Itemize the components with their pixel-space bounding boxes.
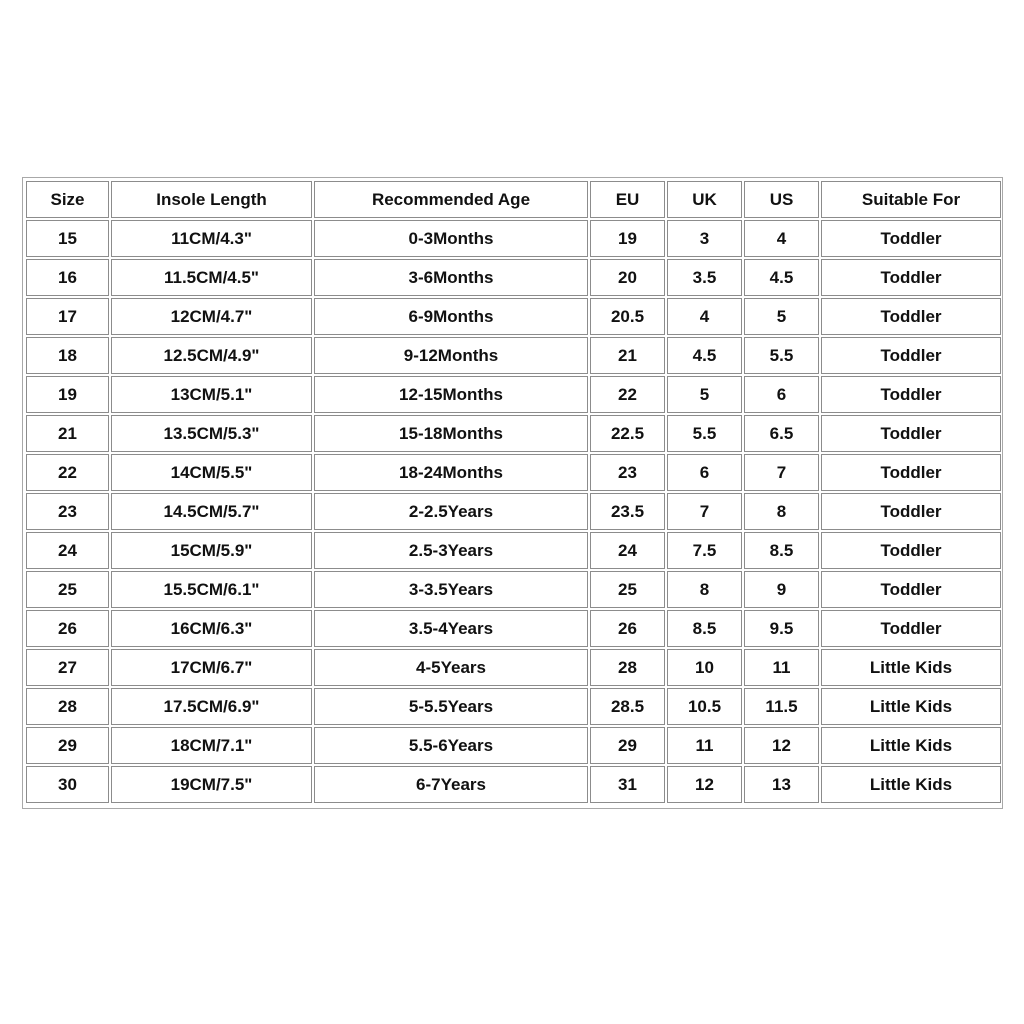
cell-recommended-age: 15-18Months: [314, 415, 588, 452]
table-row: [26, 727, 1001, 764]
cell-suitable-for: Toddler: [821, 415, 1001, 452]
cell-suitable-for: Toddler: [821, 298, 1001, 335]
cell-recommended-age: 2-2.5Years: [314, 493, 588, 530]
cell-insole-length: 18CM/7.1": [111, 727, 312, 764]
cell-us: 11.5: [744, 688, 819, 725]
cell-suitable-for: Toddler: [821, 220, 1001, 257]
cell-uk: 4: [667, 298, 742, 335]
cell-us: 6: [744, 376, 819, 413]
table-row: [26, 376, 1001, 413]
cell-size: 16: [26, 259, 109, 296]
cell-us: 4: [744, 220, 819, 257]
cell-eu: 28.5: [590, 688, 665, 725]
cell-uk: 8: [667, 571, 742, 608]
cell-insole-length: 13CM/5.1": [111, 376, 312, 413]
cell-eu: 24: [590, 532, 665, 569]
cell-suitable-for: Toddler: [821, 571, 1001, 608]
cell-suitable-for: Little Kids: [821, 727, 1001, 764]
cell-eu: 23: [590, 454, 665, 491]
header-size: Size: [26, 181, 109, 218]
header-suitable-for: Suitable For: [821, 181, 1001, 218]
table-row: [26, 454, 1001, 491]
cell-suitable-for: Toddler: [821, 493, 1001, 530]
cell-suitable-for: Toddler: [821, 454, 1001, 491]
cell-insole-length: 12.5CM/4.9": [111, 337, 312, 374]
cell-eu: 23.5: [590, 493, 665, 530]
header-insole-length: Insole Length: [111, 181, 312, 218]
header-eu: EU: [590, 181, 665, 218]
cell-insole-length: 15CM/5.9": [111, 532, 312, 569]
cell-us: 9.5: [744, 610, 819, 647]
cell-uk: 3: [667, 220, 742, 257]
cell-recommended-age: 0-3Months: [314, 220, 588, 257]
cell-uk: 6: [667, 454, 742, 491]
cell-insole-length: 14CM/5.5": [111, 454, 312, 491]
table-row: [26, 610, 1001, 647]
cell-recommended-age: 9-12Months: [314, 337, 588, 374]
cell-us: 4.5: [744, 259, 819, 296]
cell-uk: 11: [667, 727, 742, 764]
size-chart-frame: [22, 177, 1003, 809]
table-row: [26, 337, 1001, 374]
header-us: US: [744, 181, 819, 218]
table-row: [26, 688, 1001, 725]
cell-insole-length: 11.5CM/4.5": [111, 259, 312, 296]
cell-size: 28: [26, 688, 109, 725]
cell-eu: 22.5: [590, 415, 665, 452]
cell-eu: 21: [590, 337, 665, 374]
cell-suitable-for: Toddler: [821, 259, 1001, 296]
cell-size: 15: [26, 220, 109, 257]
header-row: [26, 181, 1001, 218]
cell-us: 11: [744, 649, 819, 686]
table-row: [26, 649, 1001, 686]
cell-size: 29: [26, 727, 109, 764]
size-chart-table: [24, 179, 1003, 805]
cell-us: 13: [744, 766, 819, 803]
cell-suitable-for: Little Kids: [821, 688, 1001, 725]
cell-recommended-age: 3-3.5Years: [314, 571, 588, 608]
cell-size: 23: [26, 493, 109, 530]
cell-insole-length: 16CM/6.3": [111, 610, 312, 647]
table-row: [26, 493, 1001, 530]
cell-us: 7: [744, 454, 819, 491]
cell-suitable-for: Little Kids: [821, 649, 1001, 686]
table-row: [26, 571, 1001, 608]
table-row: [26, 298, 1001, 335]
cell-eu: 19: [590, 220, 665, 257]
cell-size: 30: [26, 766, 109, 803]
cell-eu: 20: [590, 259, 665, 296]
cell-size: 22: [26, 454, 109, 491]
table-row: [26, 220, 1001, 257]
cell-us: 5: [744, 298, 819, 335]
table-row: [26, 532, 1001, 569]
cell-size: 25: [26, 571, 109, 608]
cell-recommended-age: 6-7Years: [314, 766, 588, 803]
cell-uk: 3.5: [667, 259, 742, 296]
cell-size: 19: [26, 376, 109, 413]
cell-uk: 12: [667, 766, 742, 803]
cell-us: 12: [744, 727, 819, 764]
cell-recommended-age: 5-5.5Years: [314, 688, 588, 725]
cell-uk: 8.5: [667, 610, 742, 647]
cell-size: 24: [26, 532, 109, 569]
cell-size: 17: [26, 298, 109, 335]
cell-insole-length: 14.5CM/5.7": [111, 493, 312, 530]
cell-insole-length: 17CM/6.7": [111, 649, 312, 686]
cell-suitable-for: Little Kids: [821, 766, 1001, 803]
cell-uk: 5: [667, 376, 742, 413]
cell-recommended-age: 18-24Months: [314, 454, 588, 491]
header-recommended-age: Recommended Age: [314, 181, 588, 218]
cell-eu: 31: [590, 766, 665, 803]
table-row: [26, 259, 1001, 296]
table-row: [26, 415, 1001, 452]
cell-recommended-age: 12-15Months: [314, 376, 588, 413]
cell-recommended-age: 3.5-4Years: [314, 610, 588, 647]
cell-eu: 26: [590, 610, 665, 647]
cell-eu: 25: [590, 571, 665, 608]
cell-us: 8.5: [744, 532, 819, 569]
cell-us: 8: [744, 493, 819, 530]
cell-eu: 20.5: [590, 298, 665, 335]
cell-size: 26: [26, 610, 109, 647]
table-row: [26, 766, 1001, 803]
cell-recommended-age: 6-9Months: [314, 298, 588, 335]
cell-recommended-age: 5.5-6Years: [314, 727, 588, 764]
cell-recommended-age: 2.5-3Years: [314, 532, 588, 569]
cell-eu: 22: [590, 376, 665, 413]
cell-suitable-for: Toddler: [821, 532, 1001, 569]
cell-us: 5.5: [744, 337, 819, 374]
cell-insole-length: 11CM/4.3": [111, 220, 312, 257]
cell-eu: 28: [590, 649, 665, 686]
cell-suitable-for: Toddler: [821, 610, 1001, 647]
cell-insole-length: 17.5CM/6.9": [111, 688, 312, 725]
cell-insole-length: 12CM/4.7": [111, 298, 312, 335]
cell-size: 27: [26, 649, 109, 686]
cell-uk: 7: [667, 493, 742, 530]
cell-size: 18: [26, 337, 109, 374]
cell-suitable-for: Toddler: [821, 337, 1001, 374]
cell-eu: 29: [590, 727, 665, 764]
cell-uk: 5.5: [667, 415, 742, 452]
cell-uk: 4.5: [667, 337, 742, 374]
cell-size: 21: [26, 415, 109, 452]
cell-recommended-age: 3-6Months: [314, 259, 588, 296]
cell-uk: 10.5: [667, 688, 742, 725]
cell-insole-length: 13.5CM/5.3": [111, 415, 312, 452]
cell-uk: 10: [667, 649, 742, 686]
header-uk: UK: [667, 181, 742, 218]
cell-insole-length: 19CM/7.5": [111, 766, 312, 803]
cell-insole-length: 15.5CM/6.1": [111, 571, 312, 608]
cell-suitable-for: Toddler: [821, 376, 1001, 413]
cell-recommended-age: 4-5Years: [314, 649, 588, 686]
cell-us: 6.5: [744, 415, 819, 452]
cell-uk: 7.5: [667, 532, 742, 569]
cell-us: 9: [744, 571, 819, 608]
